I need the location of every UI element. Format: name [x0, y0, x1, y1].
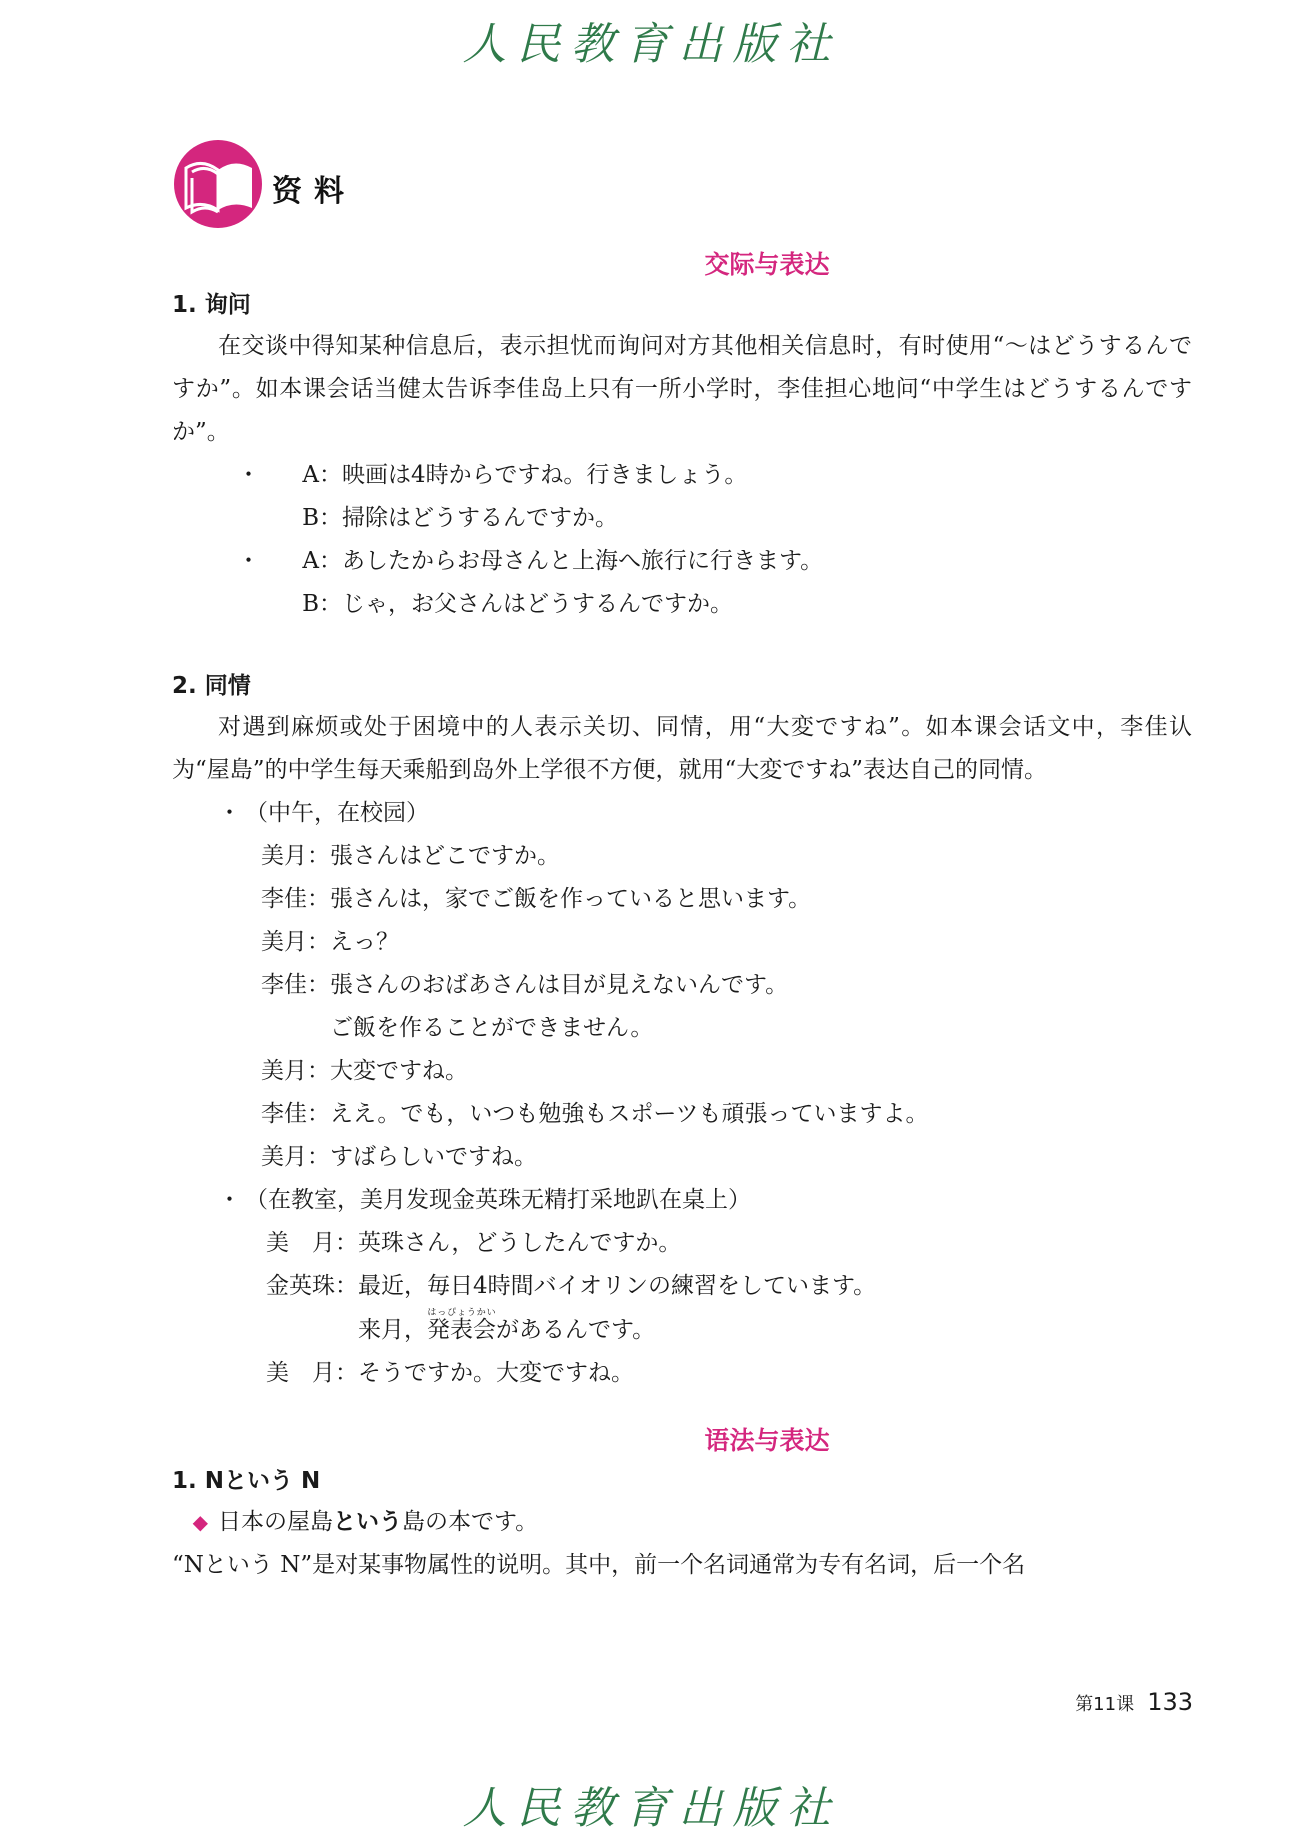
page-footer: [1075, 1688, 1193, 1716]
dialogue-line: 美月：えっ？: [261, 929, 399, 955]
subsection-title-grammar: 语法与表达: [704, 1426, 830, 1455]
point-title-inquiry: 1. 询问: [172, 292, 251, 318]
grammar-explanation: “Nという N”是对某事物属性的说明。其中，前一个名词通常为专有名词，后一个名: [172, 1552, 1026, 1578]
dialogue-line: 李佳：ええ。でも，いつも勉強もスポーツも頑張っていますよ。: [261, 1101, 929, 1127]
point-title-sympathy: 2. 同情: [172, 673, 251, 699]
dialogue-line: 李佳：張さんは，家でご飯を作っていると思います。: [261, 886, 812, 912]
dialogue-line: 美月：すばらしいですね。: [261, 1144, 537, 1170]
dialogue-line: 李佳：張さんのおばあさんは目が見えないんです。: [261, 972, 789, 998]
dialogue-line: 美月：大変ですね。: [261, 1058, 468, 1084]
dialogue-line: 美 月：そうですか。大変ですね。: [266, 1360, 634, 1386]
section-title: 资料: [272, 174, 356, 209]
paragraph-sympathy: 对遇到麻烦或处于困境中的人表示关切、同情，用“大変ですね”。如本课会话文中，李佳认为“屋島”的中学生每天乘船到岛外上学很不方便，就用“大変ですね”表达自己的同情。: [172, 714, 1192, 783]
example-line: ・ A：あしたからお母さんと上海へ旅行に行きます。: [237, 548, 824, 574]
scene-description: ・ （在教室，美月发现金英珠无精打采地趴在桌上）: [218, 1187, 751, 1213]
point-title-grammar: 1. Nという N: [172, 1468, 321, 1494]
dialogue-line: ご飯を作ることができません。: [330, 1015, 654, 1041]
page-content: [172, 245, 1192, 1587]
publisher-logo-bottom: 人民教育出版社: [462, 1783, 841, 1834]
subsection-title-communication: 交际与表达: [704, 250, 830, 279]
example-line: ・ A：映画は4時からですね。行きましょう。: [237, 462, 748, 488]
example-line: B：掃除はどうするんですか。: [302, 505, 618, 531]
dialogue-line: 美月：張さんはどこですか。: [261, 843, 560, 869]
dialogue-line: 美 月：英珠さん，どうしたんですか。: [266, 1230, 682, 1256]
page-number: 133: [1147, 1688, 1193, 1716]
grammar-example: ◆ 日本の屋島という島の本です。: [172, 1501, 1192, 1544]
dialogue-line: 来月，発表会はっぴょうかいがあるんです。: [358, 1308, 656, 1343]
publisher-logo-top: 人民教育出版社: [462, 19, 841, 70]
example-line: B：じゃ，お父さんはどうするんですか。: [302, 591, 733, 617]
lesson-label: 第11课: [1075, 1694, 1135, 1715]
diamond-bullet-icon: ◆: [192, 1510, 208, 1534]
open-book-icon: [172, 138, 264, 230]
dialogue-line: 金英珠：最近，毎日4時間バイオリンの練習をしています。: [266, 1273, 877, 1299]
furigana-word: 発表会はっぴょうかい: [427, 1308, 496, 1343]
paragraph-inquiry: 在交谈中得知某种信息后，表示担忧而询问对方其他相关信息时，有时使用“～はどうするんですか”。如本课会话当健太告诉李佳岛上只有一所小学时，李佳担心地问“中学生はどうするんですか”。: [172, 333, 1192, 445]
scene-description: ・ （中午，在校园）: [218, 800, 429, 826]
